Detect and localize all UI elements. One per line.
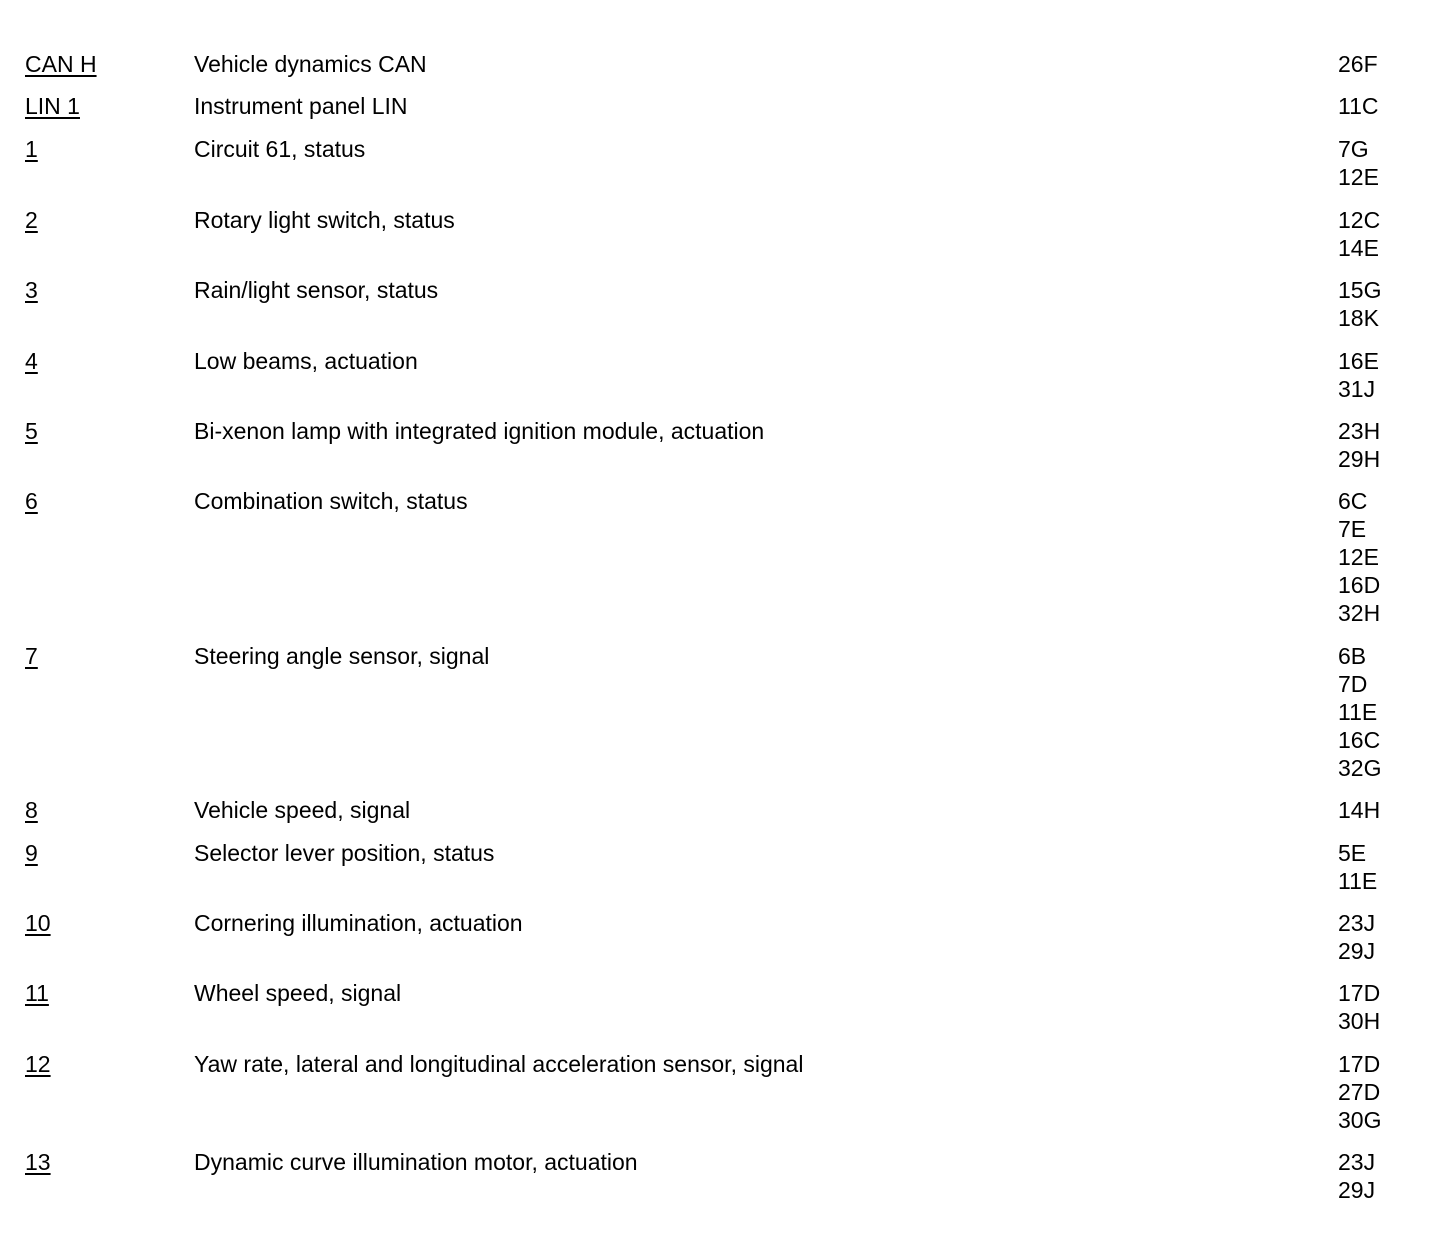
legend-description: Dynamic curve illumination motor, actuation <box>194 1149 638 1175</box>
legend-reference-list <box>1338 1050 1381 1134</box>
grid-reference: 23J <box>1338 910 1376 936</box>
legend-description: Vehicle dynamics CAN <box>194 51 427 77</box>
legend-description: Combination switch, status <box>194 488 468 514</box>
grid-reference: 12E <box>1338 544 1379 570</box>
legend-key-link[interactable]: 5 <box>25 418 38 444</box>
legend-description: Steering angle sensor, signal <box>194 643 490 669</box>
legend-description: Yaw rate, lateral and longitudinal acceleration sensor, signal <box>194 1051 804 1077</box>
grid-reference: 31J <box>1338 376 1376 402</box>
legend-reference-list <box>1338 50 1378 78</box>
legend-reference-list <box>1338 206 1380 262</box>
grid-reference: 17D <box>1338 1051 1381 1077</box>
grid-reference: 11C <box>1338 93 1379 119</box>
legend-key-link[interactable]: 13 <box>25 1149 51 1175</box>
legend-reference-list <box>1338 1148 1375 1204</box>
legend-key-link[interactable]: 11 <box>25 980 49 1006</box>
legend-description: Rotary light switch, status <box>194 207 455 233</box>
grid-reference: 18K <box>1338 305 1379 331</box>
legend-key-link[interactable]: 1 <box>25 136 38 162</box>
grid-reference: 23H <box>1338 418 1381 444</box>
legend-reference-list <box>1338 347 1379 403</box>
legend-description: Vehicle speed, signal <box>194 797 411 823</box>
legend-reference-list <box>1338 276 1381 332</box>
grid-reference: 7E <box>1338 516 1367 542</box>
legend-description: Circuit 61, status <box>194 136 366 162</box>
legend-key-link[interactable]: LIN 1 <box>25 93 80 119</box>
grid-reference: 23J <box>1338 1149 1376 1175</box>
legend-key-link[interactable]: 4 <box>25 348 38 374</box>
grid-reference: 29J <box>1338 938 1376 964</box>
legend-description: Selector lever position, status <box>194 840 495 866</box>
grid-reference: 5E <box>1338 840 1367 866</box>
legend-key-link[interactable]: 9 <box>25 840 38 866</box>
grid-reference: 30G <box>1338 1107 1382 1133</box>
legend-key-link[interactable]: 12 <box>25 1051 51 1077</box>
grid-reference: 11E <box>1338 868 1378 894</box>
grid-reference: 16D <box>1338 572 1381 598</box>
legend-description: Low beams, actuation <box>194 348 418 374</box>
grid-reference: 27D <box>1338 1079 1381 1105</box>
grid-reference: 14H <box>1338 797 1381 823</box>
legend-key-link[interactable]: 3 <box>25 277 38 303</box>
grid-reference: 17D <box>1338 980 1381 1006</box>
legend-description: Instrument panel LIN <box>194 93 408 119</box>
legend-description: Bi-xenon lamp with integrated ignition module, actuation <box>194 418 765 444</box>
grid-reference: 32G <box>1338 755 1382 781</box>
grid-reference: 12C <box>1338 207 1381 233</box>
grid-reference: 32H <box>1338 600 1381 626</box>
legend-reference-list <box>1338 979 1380 1035</box>
legend-description: Rain/light sensor, status <box>194 277 439 303</box>
legend-reference-list <box>1338 839 1377 895</box>
legend-description: Wheel speed, signal <box>194 980 402 1006</box>
grid-reference: 30H <box>1338 1008 1381 1034</box>
legend-reference-list <box>1338 796 1380 824</box>
grid-reference: 6B <box>1338 643 1367 669</box>
legend-reference-list <box>1338 642 1381 782</box>
grid-reference: 16E <box>1338 348 1379 374</box>
legend-description: Cornering illumination, actuation <box>194 910 523 936</box>
grid-reference: 12E <box>1338 164 1379 190</box>
grid-reference: 11E <box>1338 699 1378 725</box>
legend-key-link[interactable]: 10 <box>25 910 51 936</box>
legend-key-link[interactable]: CAN H <box>25 51 97 77</box>
grid-reference: 7G <box>1338 136 1369 162</box>
grid-reference: 15G <box>1338 277 1382 303</box>
legend-key-link[interactable]: 7 <box>25 643 38 669</box>
grid-reference: 29H <box>1338 446 1381 472</box>
grid-reference: 6C <box>1338 488 1368 514</box>
legend-reference-list <box>1338 417 1380 473</box>
legend-reference-list <box>1338 909 1375 965</box>
grid-reference: 26F <box>1338 51 1378 77</box>
grid-reference: 7D <box>1338 671 1368 697</box>
legend-key-link[interactable]: 8 <box>25 797 38 823</box>
grid-reference: 14E <box>1338 235 1379 261</box>
legend-reference-list <box>1338 487 1380 627</box>
legend-reference-list <box>1338 92 1379 120</box>
grid-reference: 29J <box>1338 1177 1376 1203</box>
legend-key-link[interactable]: 6 <box>25 488 38 514</box>
legend-reference-list <box>1338 135 1379 191</box>
legend-key-link[interactable]: 2 <box>25 207 38 233</box>
grid-reference: 16C <box>1338 727 1381 753</box>
